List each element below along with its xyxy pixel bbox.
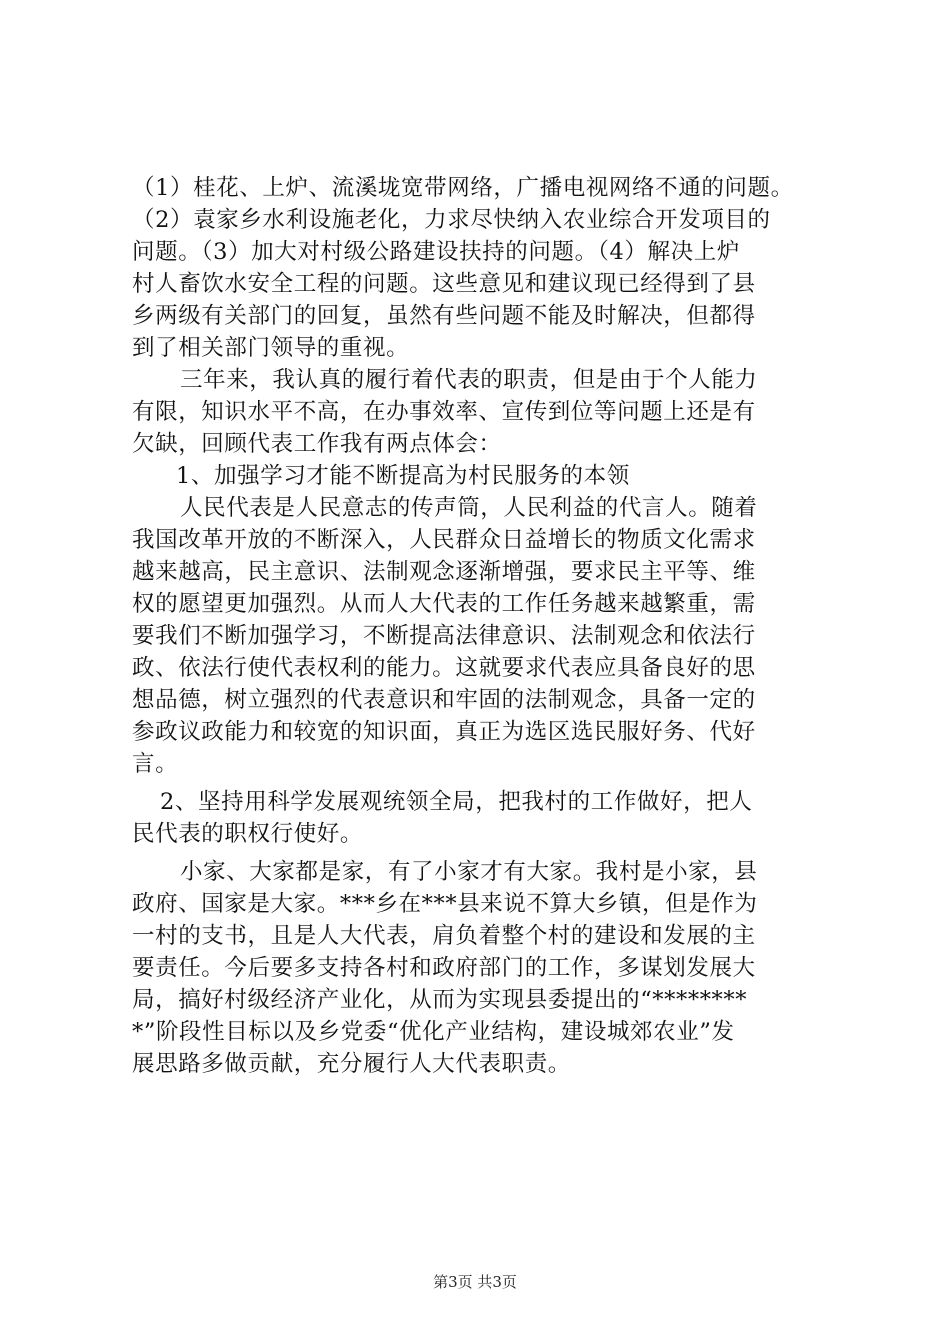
text-line: 言。 xyxy=(132,751,179,777)
page-footer xyxy=(0,1272,950,1292)
text-line: 参政议政能力和较宽的知识面，真正为选区选民服好务、代好 xyxy=(132,719,756,745)
text-line: 政府、国家是大家。***乡在***县来说不算大乡镇，但是作为 xyxy=(132,891,758,917)
section-heading-2: 2、坚持用科学发展观统领全局，把我村的工作做好，把人 xyxy=(160,789,753,815)
text-line: 越来越高，民主意识、法制观念逐渐增强，要求民主平等、维 xyxy=(132,559,756,585)
text-line: 欠缺，回顾代表工作我有两点体会： xyxy=(132,431,502,457)
text-line: （2）袁家乡水利设施老化，力求尽快纳入农业综合开发项目的 xyxy=(132,207,771,233)
text-line: 局，搞好村级经济产业化，从而为实现县委提出的“******** xyxy=(132,987,748,1013)
text-line: 我国改革开放的不断深入，人民群众日益增长的物质文化需求 xyxy=(132,527,756,553)
text-line: 要责任。今后要多支持各村和政府部门的工作，多谋划发展大 xyxy=(132,955,756,981)
section-heading-2-cont: 民代表的职权行使好。 xyxy=(132,821,364,847)
text-line: 权的愿望更加强烈。从而人大代表的工作任务越来越繁重，需 xyxy=(132,591,756,617)
paragraph-first-line: 三年来，我认真的履行着代表的职责，但是由于个人能力 xyxy=(180,367,758,393)
text-line: 到了相关部门领导的重视。 xyxy=(132,335,410,361)
section-heading-1: 1、加强学习才能不断提高为村民服务的本领 xyxy=(176,463,630,489)
text-line: 要我们不断加强学习，不断提高法律意识、法制观念和依法行 xyxy=(132,623,756,649)
text-line: 想品德，树立强烈的代表意识和牢固的法制观念，具备一定的 xyxy=(132,687,756,713)
paragraph-first-line: 小家、大家都是家，有了小家才有大家。我村是小家，县 xyxy=(180,859,758,885)
text-line: 一村的支书，且是人大代表，肩负着整个村的建设和发展的主 xyxy=(132,923,756,949)
text-line: 问题。（3）加大对村级公路建设扶持的问题。（4）解决上炉 xyxy=(132,239,740,265)
text-line: 村人畜饮水安全工程的问题。这些意见和建议现已经得到了县 xyxy=(132,271,756,297)
text-line: 政、依法行使代表权利的能力。这就要求代表应具备良好的思 xyxy=(132,655,756,681)
page-number: 第3页 共3页 xyxy=(433,1273,517,1291)
text-line: 展思路多做贡献，充分履行人大代表职责。 xyxy=(132,1051,571,1077)
document-body xyxy=(132,172,832,1080)
text-line: 有限，知识水平不高，在办事效率、宣传到位等问题上还是有 xyxy=(132,399,756,425)
text-line: （1）桂花、上炉、流溪垅宽带网络，广播电视网络不通的问题。 xyxy=(132,175,794,201)
text-line: 乡两级有关部门的回复，虽然有些问题不能及时解决，但都得 xyxy=(132,303,756,329)
text-line: *”阶段性目标以及乡党委“优化产业结构，建设城郊农业”发 xyxy=(132,1019,735,1045)
paragraph-first-line: 人民代表是人民意志的传声筒，人民利益的代言人。随着 xyxy=(180,495,758,521)
